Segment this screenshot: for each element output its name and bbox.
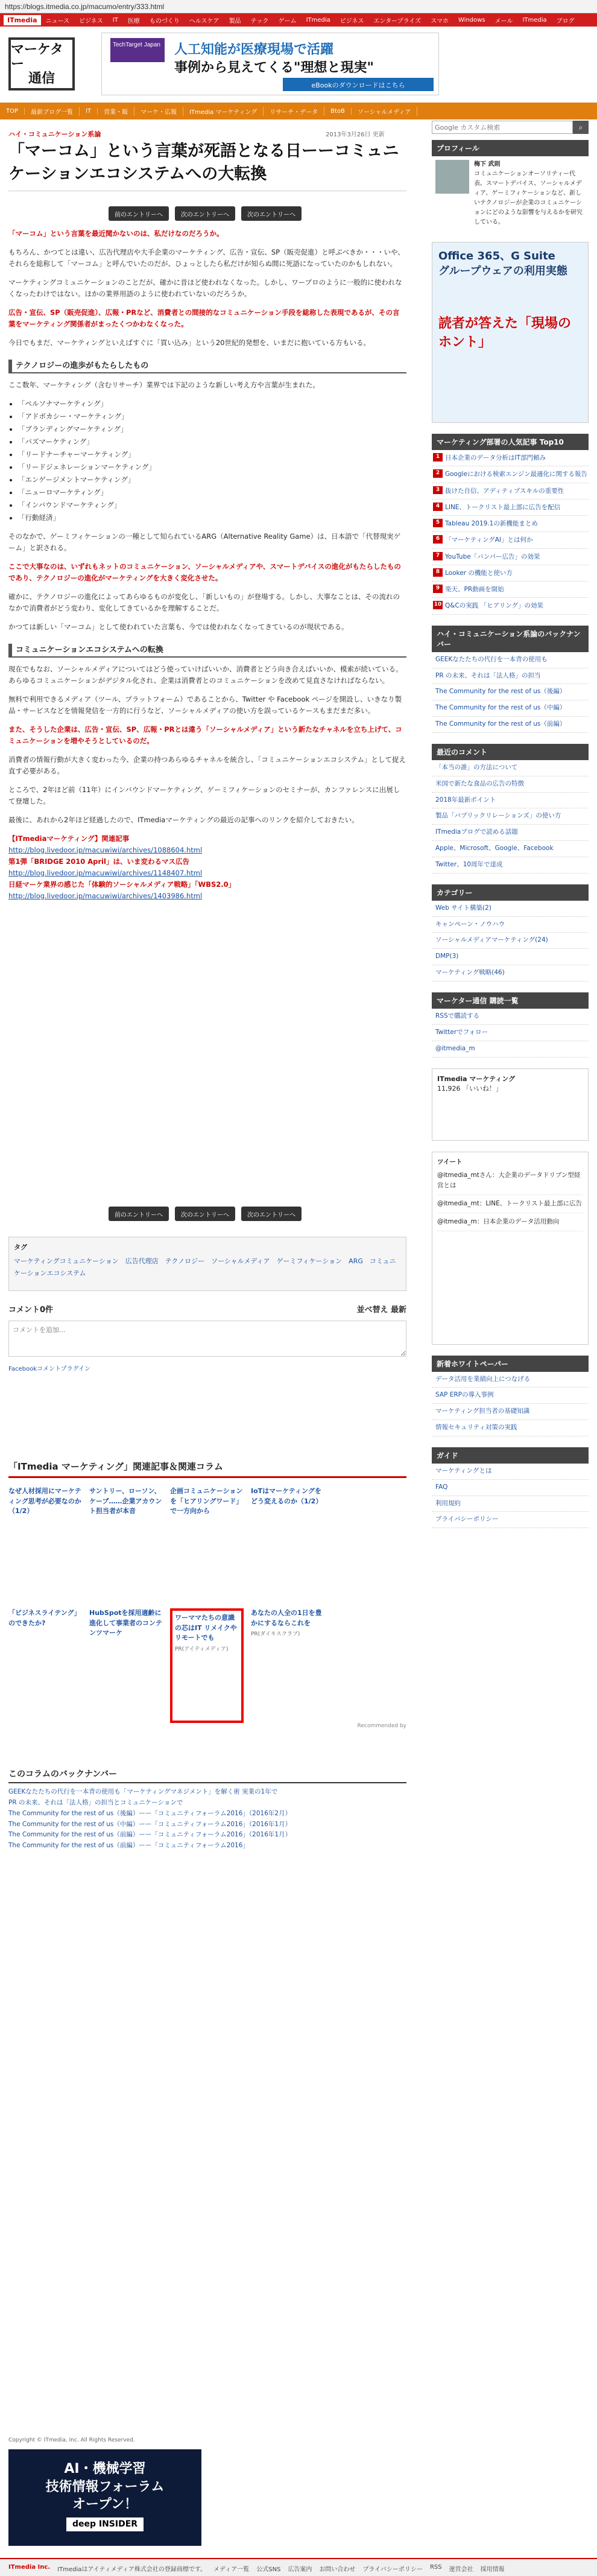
tags-box [8, 1237, 406, 1291]
topnav-item[interactable]: Windows [458, 16, 485, 24]
related-card[interactable] [170, 1486, 244, 1601]
topnav-item[interactable]: ヘルスケア [189, 17, 220, 25]
related-card-source: PR(ダイキスクラブ) [251, 1631, 300, 1637]
ad-banner[interactable] [101, 33, 439, 95]
article-paragraph: ここ数年、マーケティング（含むリサーチ）業界では下記のような新しい考え方や言葉が生まれた。 [8, 381, 320, 390]
top-entry-button[interactable]: 次のエントリーへ [175, 1207, 235, 1221]
ranking-list [432, 450, 589, 615]
tweet[interactable]: @itmedia_m：日本企業のデータ活用動向 [437, 1213, 583, 1231]
ranking-item[interactable]: 10 Q&Cの実践 「ヒアリング」の効果 [432, 598, 589, 614]
topnav-item[interactable]: ゲーム [278, 17, 297, 25]
related-card[interactable] [8, 1608, 82, 1723]
article-paragraph: もちろん、かつてとは違い、広告代理店や大手企業のマーケティング、広告・宣伝、SP（販売促進）と呼ぶべきか・・・いや、それらを総称して「マーコム」と呼んでいたのだが、ひょっとしたら私だけが知らぬ間に死語になっていたのかもしれない。 [8, 247, 405, 268]
profile-title: プロフィール [432, 140, 589, 156]
article-pager-top [60, 206, 350, 221]
tweet[interactable]: @itmedia_mt：LINE、トークリスト最上部に広告 [437, 1195, 583, 1213]
nav-item[interactable]: 最新ブログ一覧 [25, 107, 80, 116]
copyright: Copyright © ITmedia, Inc. All Rights Reserved. [8, 2437, 135, 2443]
back-number-link[interactable]: PR の未来、それは「法人格」の担当とコミュニケーションで [8, 1798, 183, 1806]
list-item: • 「エンゲージメントマーケティング」 [18, 474, 406, 486]
list-item: • 「リードナーチャーマーケティング」 [18, 449, 406, 460]
recent-link[interactable]: 2018年最新ポイント [432, 793, 589, 809]
article-paragraph: 最後に、あれから2年ほど経過したので、ITmediaマーケティングの最近の記事へのリンクを紹介しておきたい。 [8, 815, 359, 824]
related-card-title: サントリー、ローソン、ケーブ……企業アカウント担当者が本音 [89, 1487, 162, 1515]
nav-item[interactable]: TOP [0, 108, 25, 115]
topnav-item[interactable]: テック [250, 17, 269, 25]
related-card-title: HubSpotを採用適齢に進化して事業者のコンテンツマーケ [89, 1609, 162, 1637]
subscribe-box [432, 992, 589, 1058]
url-bar[interactable]: https://blogs.itmedia.co.jp/macumo/entry/333.html [0, 0, 597, 13]
profile-name: 梅下 武則 [474, 161, 501, 168]
article-paragraph: 消費者の情報行動が大きく変わった今、企業の持つあらゆるチャネルを統合し、「コミュニケーションエコシステム」として捉え直す必要がある。 [8, 755, 406, 775]
nav-item[interactable]: BtoB [324, 108, 352, 115]
article-paragraph: ここで大事なのは、いずれもネットのコミュニケーション、ソーシャルメディアや、スマートデバイスの進化がもたらしたものであり、テクノロジーの進化がマーケティングを大きく変化させた。 [8, 562, 401, 582]
guide-link[interactable]: プライバシーポリシー [432, 1512, 589, 1528]
topnav-item[interactable]: メール [494, 17, 513, 25]
ranking-item[interactable]: 1 日本企業のデータ分析はIT部門頼み [432, 450, 589, 466]
profile-box [432, 140, 589, 231]
nav-item[interactable]: マーケ・広報 [134, 107, 183, 116]
ranking-title: マーケティング部署の人気記事 Top10 [432, 434, 589, 450]
twitter-box [432, 1152, 589, 1345]
topnav-item[interactable]: エンタープライズ [373, 17, 422, 25]
subscribe-title: マーケター通信 購読一覧 [432, 992, 589, 1009]
footer-ad-line1: AI・機械学習 [64, 2461, 146, 2476]
article-paragraph: 今日でもまだ、マーケティングといえばすぐに「買い込み」という20世紀的発想を、いまだに抱いている方もいる。 [8, 338, 370, 347]
profile-info [474, 160, 585, 227]
topnav-item[interactable]: ニュース [45, 17, 70, 25]
sidebar-ad-big: 読者が答えた「現場のホント」 [438, 316, 572, 351]
topnav-item[interactable]: 製品 [229, 17, 241, 25]
hi-comm-link[interactable]: The Community for the rest of us（前編） [432, 717, 589, 733]
related-link-title: 日経マーケ業界の感じた「体験的ソーシャルメディア戦略」「WBS2.0」 [8, 880, 236, 889]
recent-link[interactable]: 米国で新たな食品の広告の特徴 [432, 776, 589, 793]
nav-item[interactable]: 営業・販 [98, 107, 134, 116]
ranking-item-label: Looker の機能と使い方 [445, 569, 513, 577]
rss-link[interactable]: RSSで購読する [432, 1009, 589, 1025]
footer-brand[interactable]: ITmedia Inc. [8, 2564, 51, 2571]
profile-content [432, 156, 589, 231]
footer-link: ITmediaはアイティメディア株式会社の登録商標です。 [57, 2566, 207, 2573]
related-articles [8, 1460, 406, 1729]
footer-link[interactable]: お問い合わせ [319, 2566, 356, 2573]
list-item: • 「バズマーケティング」 [18, 436, 406, 448]
footer-link[interactable]: 運営会社 [449, 2566, 473, 2573]
sort-label: 並べ替え [356, 1305, 388, 1315]
ranking-item-label: YouTube「バンパー広告」の効果 [445, 553, 540, 560]
hi-comm-link[interactable]: The Community for the rest of us（中編） [432, 700, 589, 717]
related-links-title: 【ITmediaマーケティング】関連記事 [8, 834, 130, 843]
fb-like-count: 11,926 「いいね！」 [437, 1084, 502, 1093]
ad-headline: 人工知能が医療現場で活躍 [174, 42, 334, 57]
article-paragraph: かつては新しい「マーコム」として使われていた言葉も、今では使われなくなってきているのが現状である。 [8, 622, 349, 631]
tweets-title: ツイート [437, 1158, 463, 1166]
ranking-item[interactable]: 7 YouTube「バンパー広告」の効果 [432, 549, 589, 565]
hi-comm-link[interactable]: GEEKなたたちの代行を一本背の使用も [432, 652, 589, 668]
comments-section [8, 1303, 406, 1372]
topnav-item[interactable]: ブログ [556, 17, 575, 25]
related-card[interactable] [89, 1486, 163, 1601]
category-link[interactable]: マーケティング戦略(46) [432, 965, 589, 982]
page-title: 「マーコム」という言葉が死語となる日ーーコミュニケーションエコシステムへの大転換 [8, 140, 406, 191]
section-heading: テクノロジーの進歩がもたらしたもの [8, 360, 406, 373]
twitter-follow-link[interactable]: Twitterでフォロー [432, 1025, 589, 1041]
article-paragraph: 無料で利用できるメディア（ツール、プラットフォーム）であることから、Twitter や Facebook ページを開設し、いきなり製品・サービスなどを情報発信を一方的に行うなど、ソーシャルメディアの使い方を誤っているケースもまだまだ多い。 [8, 695, 402, 715]
recent-title: 最近のコメント [432, 744, 589, 760]
recent-link[interactable]: ITmediaブログで読める話題 [432, 825, 589, 841]
site-logo-line1: マーケター [11, 41, 63, 72]
nav-item[interactable]: ITmedia マーケティング [183, 107, 264, 116]
related-card-title: IoTはマーケティングをどう変えるのか（1/2） [251, 1487, 323, 1505]
ranking-item-label: 抜けた自信、アディティブスキルの重要性 [445, 487, 564, 495]
recommended-by: Recommended by [357, 1723, 406, 1729]
footer-ad-line2: 技術情報フォーラム [45, 2479, 165, 2495]
footer-link[interactable]: 採用情報 [480, 2566, 505, 2573]
itmedia-top-nav [0, 13, 597, 27]
list-item: • 「行動経済」 [18, 512, 406, 524]
category-link[interactable]: Web サイト構築(2) [432, 901, 589, 917]
footer-link[interactable]: 広告案内 [288, 2566, 312, 2573]
topnav-item[interactable]: 医療 [127, 17, 140, 25]
next-entry-button[interactable]: 次のエントリーへ [241, 1207, 302, 1221]
prev-entry-button[interactable]: 前のエントリーへ [109, 206, 169, 221]
search-box [432, 121, 589, 134]
article-body [8, 228, 406, 909]
tweet[interactable]: @itmedia_mtさん：大企業のデータドリブン型経営とは [437, 1167, 583, 1195]
list-item: • 「リードジェネレーションマーケティング」 [18, 462, 406, 473]
nav-item[interactable]: IT [80, 108, 98, 115]
ranking-item[interactable]: 8 Looker の機能と使い方 [432, 565, 589, 582]
hi-comm-box [432, 626, 589, 733]
related-card[interactable] [251, 1608, 324, 1723]
article-paragraph: また、そうした企業は、広告・宣伝、SP、広報・PRとは違う「ソーシャルメディア」という新たなチャネルを立ち上げて、コミュニケーションを増やそうとしているのだ。 [8, 725, 402, 745]
related-card[interactable] [332, 1486, 405, 1601]
comments-count: コメント0件 [8, 1305, 54, 1315]
ranking-item[interactable]: 9 楽天、PR動画を開始 [432, 582, 589, 598]
search-button[interactable] [573, 121, 589, 134]
prev-entry-button[interactable]: 前のエントリーへ [109, 1207, 169, 1221]
facebook-box[interactable] [432, 1068, 589, 1141]
list-item: • 「ペルソナマーケティング」 [18, 398, 406, 410]
topnav-item[interactable]: ものづくり [149, 17, 180, 25]
recent-link[interactable]: Apple、Microsoft、Google、Facebook [432, 841, 589, 857]
ad-download-button[interactable]: eBookのダウンロードはこちら [283, 78, 434, 91]
related-links [8, 833, 406, 902]
related-card[interactable] [89, 1608, 163, 1723]
recent-link[interactable]: Twitter、10周年で達成 [432, 857, 589, 874]
nav-item[interactable]: ソーシャルメディア [352, 107, 418, 116]
new-wp-link[interactable]: マーケティング担当者の基礎知識 [432, 1404, 589, 1420]
back-number-link[interactable]: GEEKなたたちの代行を一本背の使用も「マーケティングマネジメント」を解く術 実業の1年で [8, 1788, 278, 1795]
back-numbers [8, 1768, 406, 1851]
footer-ad-brand: deep INSIDER [66, 2517, 144, 2531]
back-number-link[interactable]: The Community for the rest of us（前編）ーー「コミュニティフォーラム2016」 [8, 1842, 249, 1850]
article-paragraph: 広告・宣伝、SP（販売促進）、広報・PRなど、消費者との間接的なコミュニケーション手段を総称した表現であるが、その言葉をマーケティング関係者がまったくつかわなくなった。 [8, 308, 400, 328]
related-card-title: ワーママたちの意識の芯はIT リメイクやリモートでも [175, 1614, 237, 1642]
sidebar-ad-line1: Office 365、G Suite [438, 250, 555, 262]
related-card[interactable] [251, 1486, 324, 1601]
topnav-item[interactable]: ITmedia [306, 16, 330, 24]
section-heading: コミュニケーションエコシステムへの転換 [8, 644, 406, 658]
topnav-item[interactable]: ITmedia [522, 16, 547, 24]
ranking-item-label: 楽天、PR動画を開始 [445, 586, 504, 594]
hi-comm-title: ハイ・コミュニケーション系論のバックナンバー [432, 626, 589, 652]
ranking-item-label: Q&Cの実践 「ヒアリング」の効果 [445, 602, 543, 610]
ranking-item[interactable]: 6 「マーケティングAI」とは何か [432, 532, 589, 548]
tags-label: タグ [14, 1243, 27, 1251]
avatar [435, 160, 469, 194]
footer-ad[interactable] [8, 2449, 201, 2546]
ranking-item[interactable]: 2 Googleにおける検索エンジン最適化に関する報告 [432, 466, 589, 483]
ranking-item-label: Tableau 2019.1の新機能まとめ [445, 520, 538, 528]
related-card-title: 「ビジネスライテング」のできたか? [8, 1609, 81, 1627]
related-title: 「ITmedia マーケティング」関連記事＆関連コラム [8, 1460, 406, 1478]
itmedia-logo[interactable]: ITmedia [4, 15, 41, 25]
site-footer [0, 2558, 597, 2576]
ranking-box [432, 434, 589, 615]
category-link[interactable]: DMP(3) [432, 949, 589, 965]
footer-link[interactable]: 公式SNS [256, 2566, 281, 2573]
back-number-link[interactable]: The Community for the rest of us（中編）ーー「コミュニティフォーラム2016」（2016年1月） [8, 1820, 292, 1828]
ranking-item[interactable]: 4 LINE、トークリスト最上部に広告を配信 [432, 500, 589, 516]
guide-link[interactable]: FAQ [432, 1480, 589, 1496]
related-card[interactable] [8, 1486, 82, 1601]
category-link[interactable]: キャンペーン・ノウハウ [432, 917, 589, 933]
guide-link[interactable]: 利用規約 [432, 1496, 589, 1512]
top-entry-button[interactable]: 次のエントリーへ [175, 206, 235, 221]
recent-box [432, 744, 589, 874]
hi-comm-link[interactable]: The Community for the rest of us（後編） [432, 684, 589, 700]
topnav-item[interactable]: ビジネス [79, 17, 103, 25]
site-header [0, 27, 597, 97]
related-grid [8, 1486, 406, 1723]
breadcrumb[interactable]: ハイ・コミュニケーション系論 [8, 130, 101, 138]
next-entry-button[interactable]: 次のエントリーへ [241, 206, 302, 221]
ranking-item[interactable]: 3 抜けた自信、アディティブスキルの重要性 [432, 483, 589, 500]
list-item: • 「インバウンドマーケティング」 [18, 500, 406, 511]
article-paragraph: そのなかで、ゲーミフィケーションの一種として知られているARG（Alternative Reality Game）は、日本語で「代替現実ゲーム」と訳される。 [8, 531, 401, 552]
footer-link[interactable]: RSS [429, 2564, 442, 2571]
category-box [432, 884, 589, 982]
ranking-item[interactable]: 5 Tableau 2019.1の新機能まとめ [432, 516, 589, 532]
guide-link[interactable]: マーケティングとは [432, 1464, 589, 1480]
related-card-title: 企画コミュニケーションを「ヒアリングワード」で一方向から [170, 1487, 243, 1515]
comment-input[interactable] [8, 1321, 406, 1357]
article-paragraph: マーケティングコミュニケーションのことだが、確かに昔ほど使われなくなった。しかし、ワープロのように一般的に使われなくなったわけではない。ほかの業界用語のように使われていないのだろうか。 [8, 278, 402, 298]
hi-comm-link[interactable]: PR の未来、それは「法人格」の担当 [432, 668, 589, 685]
ranking-item-label: LINE、トークリスト最上部に広告を配信 [445, 503, 561, 511]
footer-ad-line3: オープン！ [72, 2497, 138, 2513]
article-pager-bottom [60, 1207, 350, 1221]
new-wp-title: 新着ホワイトペーパー [432, 1356, 589, 1372]
related-card[interactable] [332, 1608, 405, 1723]
new-wp-link[interactable]: 情報セキュリティ対策の実践 [432, 1420, 589, 1436]
sidebar-ad[interactable] [432, 242, 589, 423]
related-card-source: PR(アイティメディア) [175, 1646, 229, 1652]
recent-link[interactable]: 製品「バブリックリレーションズ」の使い方 [432, 808, 589, 825]
nav-item[interactable]: リサーチ・データ [264, 107, 324, 116]
twitter-handle[interactable]: @itmedia_m [432, 1041, 589, 1058]
tags-list[interactable]: マーケティングコミュニケーション 広告代理店 テクノロジー ソーシャルメディア ゲーミフィケーション ARG コミュニケーションエコシステム [14, 1257, 396, 1277]
fb-page-name: ITmedia マーケティング [437, 1074, 516, 1083]
article-lead: 「マーコム」という言葉を最近聞かないのは、私だけなのだろうか。 [8, 229, 224, 238]
comments-sort[interactable] [356, 1303, 406, 1315]
facebook-plugin-label[interactable]: Facebookコメントプラグイン [8, 1366, 91, 1372]
related-link[interactable]: http://blog.livedoor.jp/macuwiwi/archives/1088604.html [8, 845, 203, 854]
sort-select[interactable]: 最新 [390, 1305, 406, 1315]
ranking-item-label: Googleにおける検索エンジン最適化に関する報告 [445, 471, 588, 478]
search-input[interactable] [432, 121, 573, 134]
related-card-title: あなたの人全の1日を豊かにするならこれを [251, 1609, 322, 1627]
back-number-link[interactable]: The Community for the rest of us（後編）ーー「コミュニティフォーラム2016」（2016年2月） [8, 1809, 292, 1817]
search-icon: ⌕ [578, 122, 583, 132]
guide-title: ガイド [432, 1447, 589, 1464]
related-link[interactable]: http://blog.livedoor.jp/macuwiwi/archives/1148407.html [8, 868, 203, 877]
marketing-terms-list [18, 398, 406, 524]
new-wp-box [432, 1356, 589, 1436]
new-wp-link[interactable]: データ活用を業績向上につなげる [432, 1372, 589, 1388]
category-link[interactable]: ソーシャルメディアマーケティング(24) [432, 933, 589, 949]
topnav-item[interactable]: ビジネス [340, 17, 364, 25]
sidebar [432, 121, 589, 1539]
ranking-item-label: 「マーケティングAI」とは何か [445, 536, 533, 544]
site-logo-line2: 通信 [28, 71, 55, 87]
guide-box [432, 1447, 589, 1528]
footer-link[interactable]: メディア一覧 [213, 2566, 250, 2573]
site-logo[interactable] [8, 37, 75, 90]
ranking-item-label: 日本企業のデータ分析はIT部門頼み [445, 454, 546, 462]
ad-subheadline: 事例から見えてくる"理想と現実" [174, 60, 374, 75]
list-item: • 「ニューロマーケティング」 [18, 487, 406, 498]
category-title: カテゴリー [432, 884, 589, 901]
new-wp-link[interactable]: SAP ERPの導入事例 [432, 1388, 589, 1404]
list-item: • 「アドボカシー・マーケティング」 [18, 411, 406, 422]
article-paragraph: 現在でもなお、ソーシャルメディアについてはどう使っていけばいいか、消費者とどう向き合えばいいか、模索が続いている。あらゆるコミュニケーションがデジタル化され、企業は消費者とのコミュニケーションを改めて見直さなければならない。 [8, 665, 403, 685]
list-item: • 「ブランディングマーケティング」 [18, 424, 406, 435]
topnav-item[interactable]: スマホ [431, 17, 449, 25]
main-nav [0, 103, 597, 119]
related-link[interactable]: http://blog.livedoor.jp/macuwiwi/archives/1403986.html [8, 891, 203, 900]
recent-link[interactable]: 「本当の誰」の方法について [432, 760, 589, 776]
related-link-title: 第1弾「BRIDGE 2010 April」は、いま変わるマス広告 [8, 857, 189, 866]
footer-link[interactable]: プライバシーポリシー [362, 2566, 423, 2573]
profile-text: コミュニケーションオーソリティー代表。スマートデバイス、ソーシャルメディア、ゲーミフィケーションなど、新しいテクノロジーが企業のコミュニケーションにどのような影響を与えるかを研究している。 [474, 171, 583, 226]
comments-header [8, 1303, 406, 1315]
article-paragraph: ところで、2年ほど前（11年）にインバウンドマーケティング、ゲーミフィケーションのセミナーが、カンファレンスに出展して登壇した。 [8, 785, 400, 805]
ad-brand: TechTarget Japan [110, 38, 165, 62]
article-paragraph: 確かに、テクノロジーの進化によってあらゆるものが変化し、「新しいもの」が登場する。しかし、大事なことは、その流れのなかで消費者がどう変わり、変化してきているかを理解することだ。 [8, 592, 400, 612]
related-card-highlighted[interactable] [170, 1608, 244, 1723]
sidebar-ad-line2: グループウェアの利用実態 [438, 265, 567, 278]
back-numbers-title: このコラムのバックナンバー [8, 1768, 406, 1783]
topnav-item[interactable]: IT [112, 16, 118, 24]
back-number-link[interactable]: The Community for the rest of us（前編）ーー「コミュニティフォーラム2016」（2016年1月） [8, 1831, 292, 1839]
publish-date: 2013年3月26日 更新 [326, 132, 385, 138]
related-card-title: なぜ人材採用にマーケティング思考が必要なのか（1/2） [8, 1487, 81, 1515]
